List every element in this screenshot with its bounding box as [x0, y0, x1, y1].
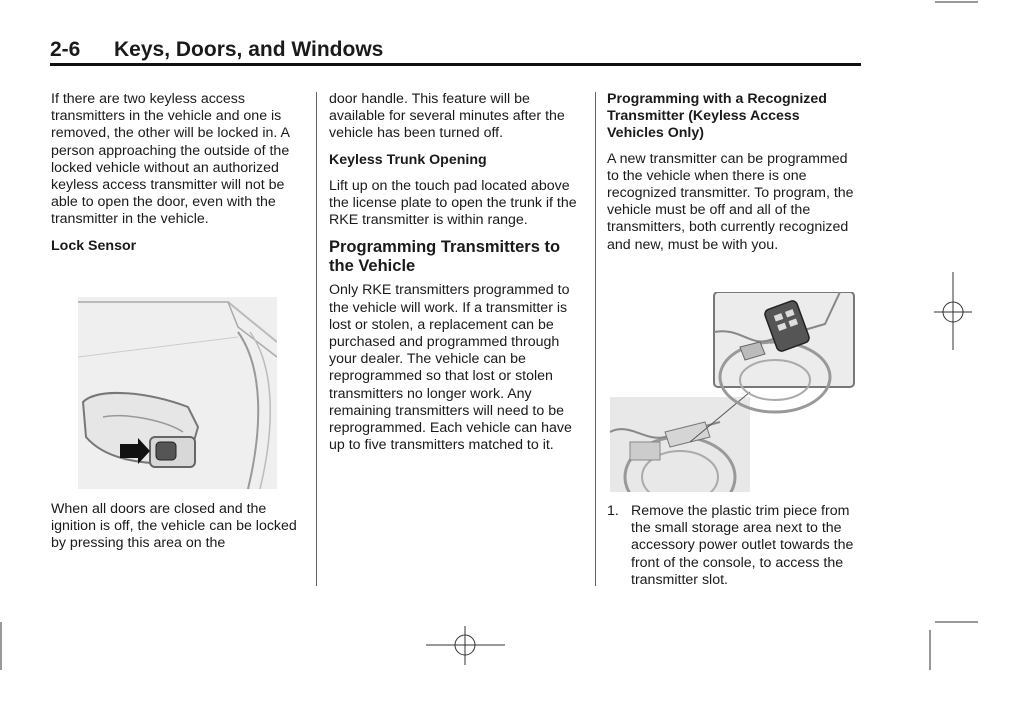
- column-divider-1: [316, 92, 317, 586]
- column-1-lower: [51, 501, 301, 562]
- step-text: Remove the plastic trim piece from the small storage area next to the accessory power outlet towards the front of the console, to access the transmitter slot.: [631, 503, 854, 588]
- step-number: 1.: [607, 503, 619, 519]
- column-2: [329, 91, 583, 463]
- header-rule: [50, 63, 861, 66]
- programming-body: Only RKE transmitters programmed to the vehicle will work. If a transmitter is lost or stolen, a replacement can be purchased and programmed through your dealer. The vehicle can be reprogrammed so that lost or stolen transmitters no longer work. Any remaining transmitters will need to be reprogrammed. Each vehicle can have up to five transmitters matched to it.: [329, 282, 572, 454]
- column-divider-2: [595, 92, 596, 586]
- recognized-transmitter-body: A new transmitter can be programmed to the vehicle when there is one recognized transmitter. To program, the vehicle must be off and all of the transmitters, both currently recognized and new, must be with you.: [607, 150, 854, 253]
- keyless-trunk-heading: Keyless Trunk Opening: [329, 151, 487, 168]
- recognized-transmitter-heading: Programming with a Recognized Transmitter (Keyless Access Vehicles Only): [607, 91, 827, 142]
- column-3: [607, 91, 859, 263]
- lock-sensor-heading: Lock Sensor: [51, 237, 137, 254]
- door-handle-illustration: [78, 297, 277, 489]
- column-1: [51, 91, 296, 264]
- lock-sensor-body: When all doors are closed and the ignition is off, the vehicle can be locked by pressing this area on the: [51, 501, 297, 552]
- section-title: Keys, Doors, and Windows: [114, 38, 384, 61]
- programming-heading: Programming Transmitters to the Vehicle: [329, 238, 561, 276]
- console-slot-illustration: [610, 292, 856, 492]
- step-1: [607, 503, 859, 589]
- keyless-trunk-body: Lift up on the touch pad located above the license plate to open the trunk if the RKE transmitter is within range.: [329, 177, 577, 229]
- intro-paragraph: If there are two keyless access transmitters in the vehicle and one is removed, the other will be locked in. A person approaching the outside of the locked vehicle without an authorized keyless access transmitter will not be able to open the door, even with the transmitter in the vehicle.: [51, 91, 290, 228]
- page-number: 2-6: [50, 38, 81, 61]
- continued-paragraph: door handle. This feature will be available for several minutes after the vehicle has been turned off.: [329, 91, 565, 142]
